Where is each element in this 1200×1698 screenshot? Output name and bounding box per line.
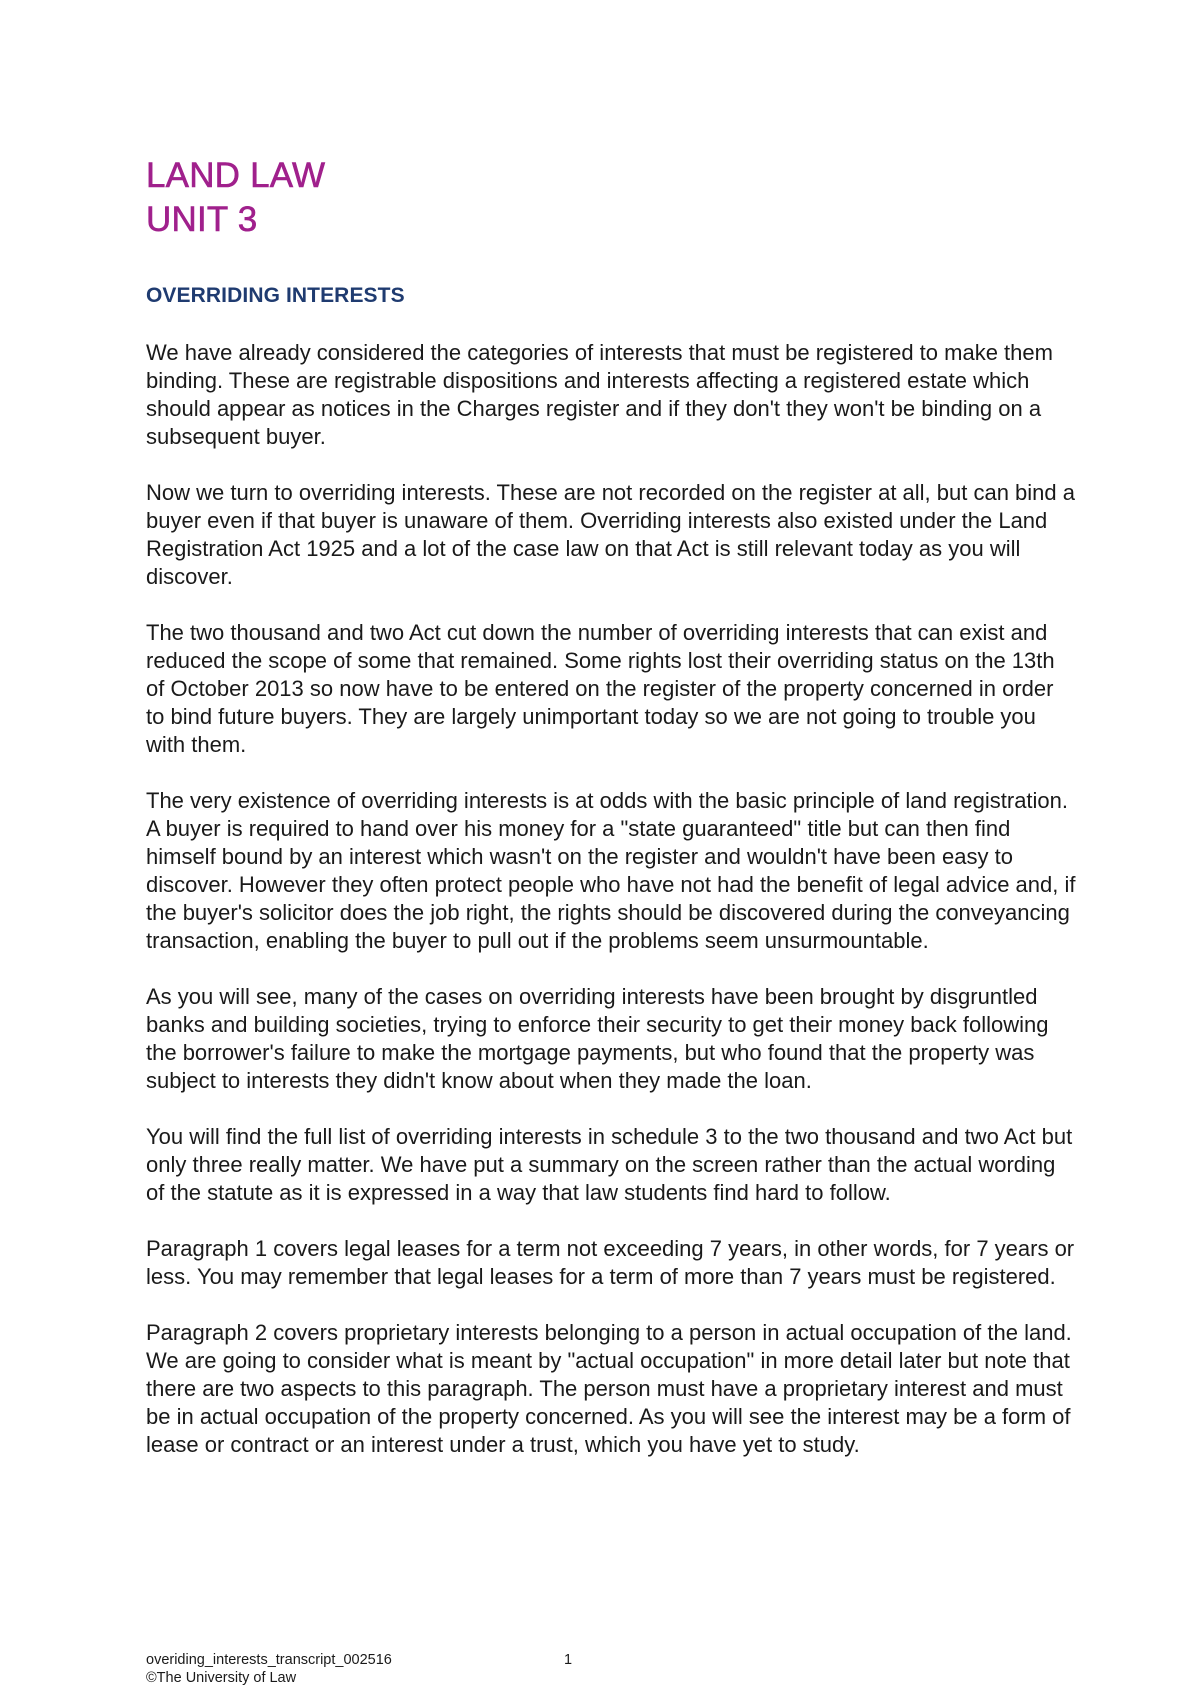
paragraph: The very existence of overriding interests is at odds with the basic principle of land registration. A buyer is required to hand over his money for a "state guaranteed" title but can then find himself bound by an interest which wasn't on the register and wouldn't have been easy to discover. However they often protect people who have not had the benefit of legal advice and, if the buyer's solicitor does the job right, the rights should be discovered during the conveyancing transaction, enabling the buyer to pull out if the problems seem unsurmountable.	[146, 788, 1076, 953]
paragraph: Paragraph 1 covers legal leases for a term not exceeding 7 years, in other words, for 7 years or less. You may remember that legal leases for a term of more than 7 years must be registered.	[146, 1236, 1075, 1289]
document-title	[146, 154, 325, 242]
footer-row	[146, 1651, 1076, 1669]
body-text	[146, 339, 1076, 1487]
paragraph: We have already considered the categories of interests that must be registered to make them binding. These are registrable dispositions and interests affecting a registered estate which should appear as notices in the Charges register and if they don't they won't be binding on a subsequent buyer.	[146, 340, 1053, 449]
footer-filename: overiding_interests_transcript_002516	[146, 1652, 392, 1668]
page-number: 1	[564, 1652, 573, 1668]
paragraph: Now we turn to overriding interests. These are not recorded on the register at all, but can bind a buyer even if that buyer is unaware of them. Overriding interests also existed under the Land Registration Act 1925 and a lot of the case law on that Act is still relevant today as you will discover.	[146, 480, 1075, 589]
title-line-1: LAND LAW	[146, 156, 326, 195]
paragraph: The two thousand and two Act cut down the number of overriding interests that can exist and reduced the scope of some that remained. Some rights lost their overriding status on the 13th of October 2013 so now have to be entered on the register of the property concerned in order to bind future buyers. They are largely unimportant today so we are not going to trouble you with them.	[146, 620, 1055, 757]
paragraph: Paragraph 2 covers proprietary interests belonging to a person in actual occupation of the land. We are going to consider what is meant by "actual occupation" in more detail later but note that there are two aspects to this paragraph. The person must have a proprietary interest and must be in actual occupation of the property concerned. As you will see the interest may be a form of lease or contract or an interest under a trust, which you have yet to study.	[146, 1320, 1072, 1457]
page-footer	[146, 1651, 1076, 1687]
paragraph: You will find the full list of overriding interests in schedule 3 to the two thousand and two Act but only three really matter. We have put a summary on the screen rather than the actual wording of the statute as it is expressed in a way that law students find hard to follow.	[146, 1124, 1073, 1205]
footer-copyright: ©The University of Law	[146, 1670, 297, 1686]
title-line-2: UNIT 3	[146, 200, 258, 239]
section-heading: OVERRIDING INTERESTS	[146, 284, 405, 307]
paragraph: As you will see, many of the cases on overriding interests have been brought by disgruntled banks and building societies, trying to enforce their security to get their money back following the borrower's failure to make the mortgage payments, but who found that the property was subject to interests they didn't know about when they made the loan.	[146, 984, 1049, 1093]
